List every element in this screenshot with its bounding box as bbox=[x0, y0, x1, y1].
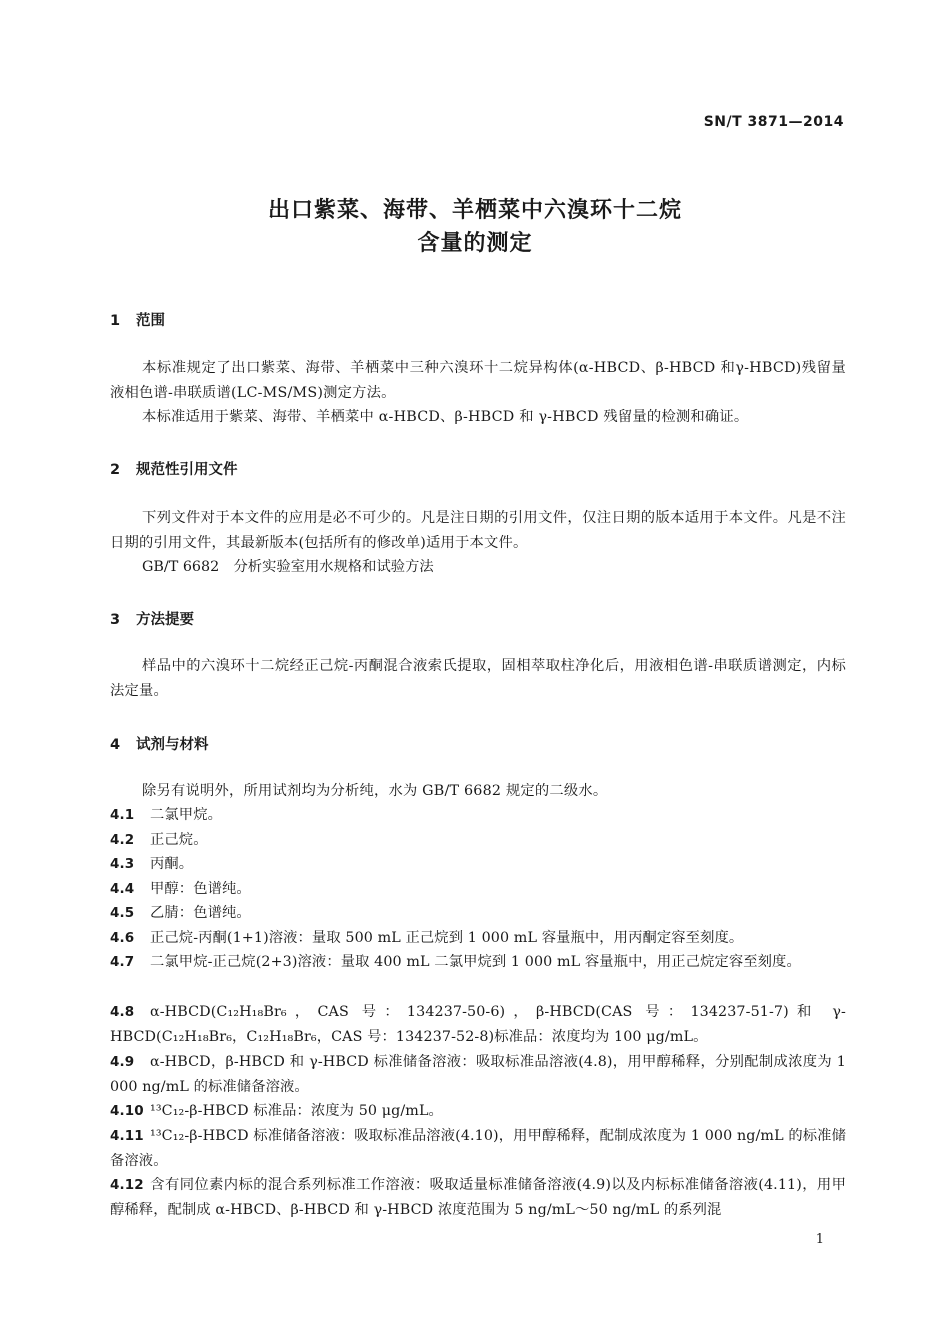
item-text: 丙酮。 bbox=[150, 856, 194, 872]
page-number: 1 bbox=[815, 1232, 824, 1247]
item-number: 4.12 bbox=[110, 1177, 144, 1193]
section-4-heading bbox=[110, 733, 209, 754]
section-3-heading bbox=[110, 608, 194, 629]
item-number: 4.4 bbox=[110, 881, 135, 897]
section-title: 规范性引用文件 bbox=[136, 462, 238, 478]
list-item bbox=[110, 852, 846, 877]
item-text: ¹³C₁₂-β-HBCD 标准储备溶液：吸取标准品溶液(4.10)，用甲醇稀释，配制成浓度为 1 000 ng/mL 的标准储备溶液。 bbox=[110, 1128, 846, 1169]
standard-number: SN/T 3871—2014 bbox=[703, 114, 844, 130]
list-item bbox=[110, 1050, 846, 1099]
section-2-heading bbox=[110, 458, 238, 479]
section-1-paragraph-1: 本标准规定了出口紫菜、海带、羊栖菜中三种六溴环十二烷异构体(α-HBCD、β-HBCD 和γ-HBCD)残留量液相色谱-串联质谱(LC-MS/MS)测定方法。 bbox=[110, 360, 846, 401]
normative-reference: GB/T 6682 分析实验室用水规格和试验方法 bbox=[142, 559, 434, 575]
list-item bbox=[110, 1124, 846, 1173]
item-number: 4.1 bbox=[110, 807, 135, 823]
title-line-1: 出口紫菜、海带、羊栖菜中六溴环十二烷 bbox=[267, 198, 682, 223]
item-text: 正己烷-丙酮(1+1)溶液：量取 500 mL 正己烷到 1 000 mL 容量瓶中，用丙酮定容至刻度。 bbox=[150, 930, 744, 946]
section-3-paragraph-1: 样品中的六溴环十二烷经正己烷-丙酮混合液索氏提取，固相萃取柱净化后，用液相色谱-串联质谱测定，内标法定量。 bbox=[110, 658, 846, 699]
item-number: 4.2 bbox=[110, 832, 135, 848]
item-text: α-HBCD，β-HBCD 和 γ-HBCD 标准储备溶液：吸取标准品溶液(4.8)，用甲醇稀释，分别配制成浓度为 1 000 ng/mL 的标准储备溶液。 bbox=[110, 1054, 846, 1095]
item-number: 4.7 bbox=[110, 954, 135, 970]
list-item bbox=[110, 926, 846, 951]
section-title: 方法提要 bbox=[136, 612, 194, 628]
item-number: 4.5 bbox=[110, 905, 135, 921]
section-1-heading bbox=[110, 309, 165, 330]
item-text: 甲醇：色谱纯。 bbox=[150, 881, 251, 897]
item-number: 4.3 bbox=[110, 856, 135, 872]
section-number: 4 bbox=[110, 737, 121, 753]
item-text: 含有同位素内标的混合系列标准工作溶液：吸取适量标准储备溶液(4.9)以及内标标准储备溶液(4.11)，用甲醇稀释，配制成 α-HBCD、β-HBCD 和 γ-HBCD 浓度范围为 5 ng/mL～50 ng/mL 的系列混 bbox=[110, 1177, 846, 1218]
list-item bbox=[110, 1173, 846, 1222]
section-4-intro: 除另有说明外，所用试剂均为分析纯，水为 GB/T 6682 规定的二级水。 bbox=[142, 783, 608, 799]
section-number: 2 bbox=[110, 462, 121, 478]
item-text: 二氯甲烷。 bbox=[150, 807, 222, 823]
document-title bbox=[0, 194, 950, 260]
section-title: 试剂与材料 bbox=[136, 737, 209, 753]
title-line-2: 含量的测定 bbox=[417, 231, 533, 256]
section-number: 3 bbox=[110, 612, 121, 628]
section-number: 1 bbox=[110, 313, 121, 329]
section-2-paragraph-1: 下列文件对于本文件的应用是必不可少的。凡是注日期的引用文件，仅注日期的版本适用于本文件。凡是不注日期的引用文件，其最新版本(包括所有的修改单)适用于本文件。 bbox=[110, 510, 846, 551]
item-text: 乙腈：色谱纯。 bbox=[150, 905, 251, 921]
item-text: α-HBCD(C₁₂H₁₈Br₆，CAS 号：134237-50-6)，β-HBCD(CAS 号：134237-51-7)和 γ-HBCD(C₁₂H₁₈Br₆，C₁₂H₁₈Br₆，CAS 号：134237-52-8)标准品：浓度均为 100 μg/mL。 bbox=[110, 1004, 846, 1045]
item-number: 4.8 bbox=[110, 1004, 135, 1020]
item-number: 4.9 bbox=[110, 1054, 135, 1070]
section-1-paragraph-2: 本标准适用于紫菜、海带、羊栖菜中 α-HBCD、β-HBCD 和 γ-HBCD 残留量的检测和确证。 bbox=[142, 409, 749, 425]
item-number: 4.11 bbox=[110, 1128, 144, 1144]
list-item bbox=[110, 828, 846, 853]
item-number: 4.10 bbox=[110, 1103, 144, 1119]
list-item bbox=[110, 803, 846, 828]
item-text: 二氯甲烷-正己烷(2+3)溶液：量取 400 mL 二氯甲烷到 1 000 mL 容量瓶中，用正己烷定容至刻度。 bbox=[150, 954, 801, 970]
item-text: 正己烷。 bbox=[150, 832, 208, 848]
item-text: ¹³C₁₂-β-HBCD 标准品：浓度为 50 μg/mL。 bbox=[150, 1103, 443, 1119]
list-item bbox=[110, 950, 846, 975]
item-number: 4.6 bbox=[110, 930, 135, 946]
list-item bbox=[110, 901, 846, 926]
list-item bbox=[110, 1099, 846, 1124]
list-item bbox=[110, 1000, 846, 1049]
section-title: 范围 bbox=[136, 313, 165, 329]
list-item bbox=[110, 877, 846, 902]
